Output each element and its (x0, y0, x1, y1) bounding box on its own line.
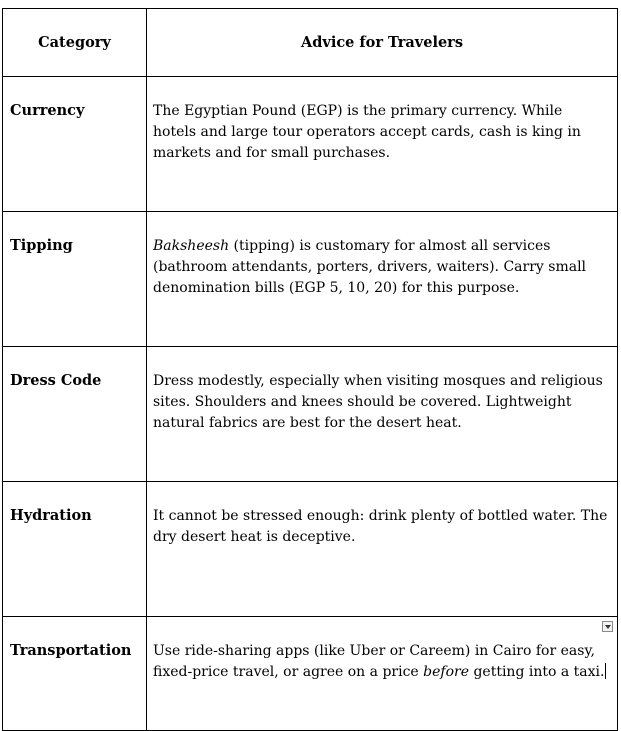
header-category[interactable]: Category (3, 9, 147, 77)
category-cell[interactable]: Transportation (3, 617, 147, 731)
advice-cell[interactable] (147, 347, 618, 482)
advice-text-after: getting into a taxi. (469, 664, 605, 680)
advice-emphasis: before (423, 664, 469, 680)
table-row (3, 77, 618, 212)
category-cell[interactable]: Hydration (3, 482, 147, 617)
category-cell[interactable]: Tipping (3, 212, 147, 347)
cell-dropdown-icon[interactable] (602, 621, 613, 632)
table-row (3, 347, 618, 482)
table-row (3, 212, 618, 347)
advice-cell[interactable] (147, 212, 618, 347)
advice-text-before: Use ride-sharing apps (like Uber or Careem) in Cairo for easy, fixed-price travel, or agree on a price (153, 643, 595, 680)
category-cell[interactable]: Currency (3, 77, 147, 212)
advice-cell[interactable] (147, 482, 618, 617)
table-row (3, 482, 618, 617)
advice-emphasis: Baksheesh (153, 238, 230, 254)
advice-text (153, 641, 609, 683)
header-row (3, 9, 618, 77)
advice-cell-active[interactable] (147, 617, 618, 731)
advice-text-rest: (tipping) is customary for almost all services (bathroom attendants, porters, drivers, waiters). Carry small denomination bills (EGP 5, 10, 20) for this purpose. (153, 238, 587, 296)
advice-cell[interactable] (147, 77, 618, 212)
text-cursor (605, 663, 606, 679)
header-advice[interactable]: Advice for Travelers (147, 9, 618, 77)
category-cell[interactable]: Dress Code (3, 347, 147, 482)
advice-text: The Egyptian Pound (EGP) is the primary currency. While hotels and large tour operators accept cards, cash is king in markets and for small purchases. (153, 103, 581, 161)
advice-text: Dress modestly, especially when visiting mosques and religious sites. Shoulders and knees should be covered. Lightweight natural fabrics are best for the desert heat. (153, 373, 603, 431)
travel-advice-table (2, 8, 618, 731)
advice-text: It cannot be stressed enough: drink plenty of bottled water. The dry desert heat is deceptive. (153, 508, 608, 545)
table-row (3, 617, 618, 731)
advice-text (153, 236, 609, 299)
